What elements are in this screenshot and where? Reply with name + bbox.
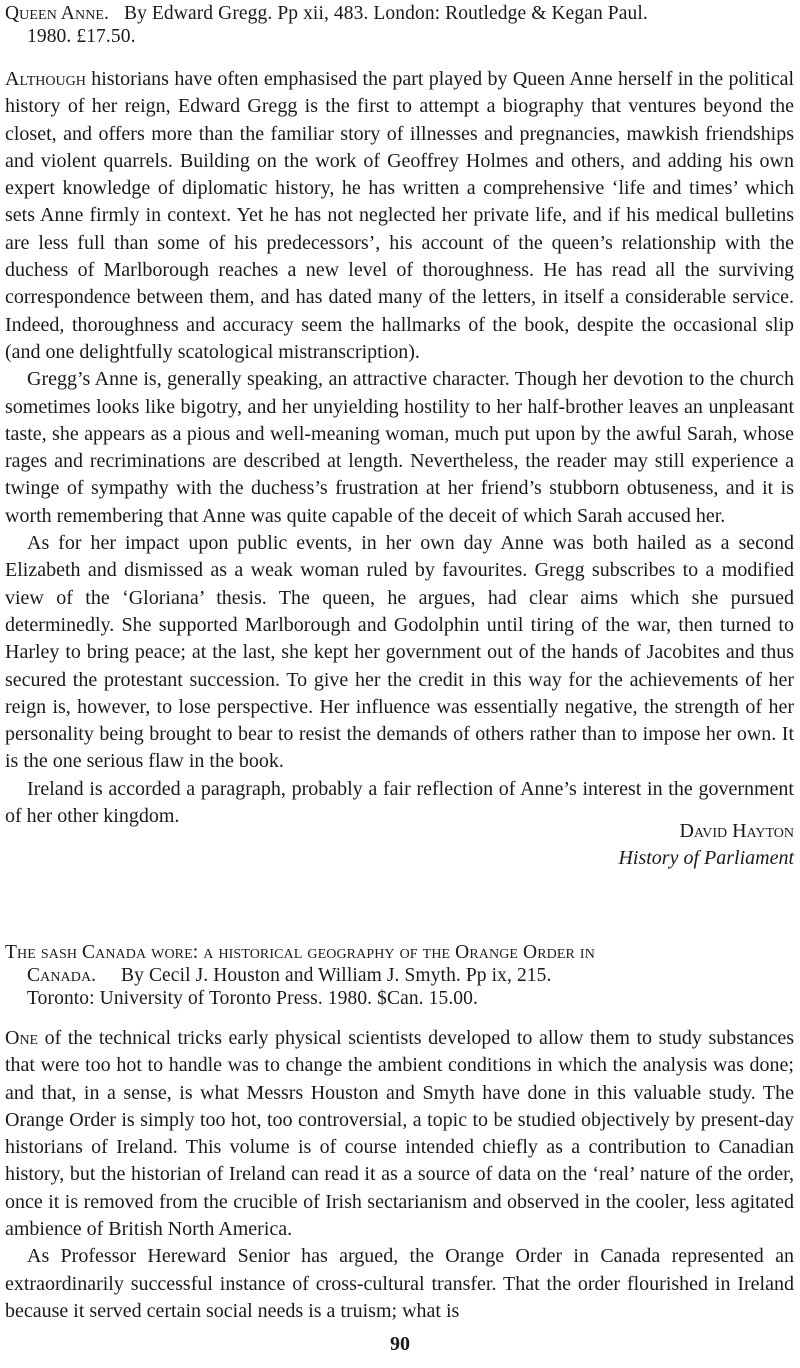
- review-2-citation-cont: Toronto: University of Toronto Press. 1980. $Can. 15.00.: [27, 988, 478, 1009]
- review-1-citation-cont: 1980. £17.50.: [27, 26, 136, 47]
- review-2-heading: [5, 941, 795, 1010]
- review-1-title: Queen Anne.: [5, 3, 110, 24]
- review-1-heading: [5, 2, 795, 48]
- review-1-citation: By Edward Gregg. Pp xii, 483. London: Routledge & Kegan Paul.: [123, 3, 648, 24]
- review-2-title: The sash Canada wore: a historical geography of the Orange Order in: [5, 942, 595, 963]
- page-number: 90: [390, 1333, 410, 1355]
- review-2-paragraph: One of the technical tricks early physical scientists developed to allow them to study substances that were too hot to handle was to change the ambient conditions in which the analysis was done; and that, in a sense, is what Messrs Houston and Smyth have done in this valuable study. The Orange Order is simply too hot, too controversial, a topic to be studied objectively by present-day historians of Ireland. This volume is of course intended chiefly as a contribution to Canadian history, but the historian of Ireland can read it as a source of data on the ‘real’ nature of the order, once it is removed from the crucible of Irish sectarianism and observed in the cooler, less agitated ambience of British North America.: [5, 1027, 794, 1241]
- review-2-body: [5, 1025, 794, 1325]
- reviewer-affiliation: History of Parliament: [618, 847, 794, 869]
- review-1-paragraph: Although historians have often emphasised the part played by Queen Anne herself in the political history of her reign, Edward Gregg is the first to attempt a biography that ventures beyond the closet, and offers more than the familiar story of illnesses and pregnancies, mawkish friendships and violent quarrels. Building on the work of Geoffrey Holmes and others, and adding his own expert knowledge of diplomatic history, he has written a comprehensive ‘life and times’ which sets Anne firmly in context. Yet he has not neglected her private life, and if his medical bulletins are less full than some of his predecessors’, his account of the queen’s relationship with the duchess of Marlborough reaches a new level of thoroughness. He has read all the surviving correspondence between them, and has dated many of the letters, in itself a considerable service. Indeed, thoroughness and accuracy seem the hallmarks of the book, despite the occasional slip (and one delightfully scatological mistranscription).: [5, 68, 794, 363]
- review-2-title-cont: Canada.: [27, 965, 97, 986]
- review-1-paragraph: As for her impact upon public events, in her own day Anne was both hailed as a second Elizabeth and dismissed as a weak woman ruled by favourites. Gregg subscribes to a modified view of the ‘Gloriana’ thesis. The queen, he argues, had clear aims which she pursued determinedly. She supported Marlborough and Godolphin until tiring of the war, then turned to Harley to bring peace; at the last, she kept her government out of the hands of Jacobites and thus secured the protestant succession. To give her the credit in this way for the achievements of her reign is, however, to lose perspective. Her influence was essentially negative, the strength of her personality being brought to bear to resist the demands of others rather than to impose her own. It is the one serious flaw in the book.: [5, 532, 794, 773]
- drop-lead-word: One: [5, 1027, 39, 1049]
- review-1-signature: [618, 818, 794, 872]
- review-2-citation: By Cecil J. Houston and William J. Smyth. Pp ix, 215.: [121, 965, 552, 986]
- review-1-paragraph: Ireland is accorded a paragraph, probably a fair reflection of Anne’s interest in the government of her other kingdom.: [5, 777, 794, 828]
- drop-lead-word: Although: [5, 68, 86, 90]
- review-1-body: [5, 66, 794, 830]
- reviewer-name: David Hayton: [679, 820, 794, 842]
- review-2-paragraph: As Professor Hereward Senior has argued, the Orange Order in Canada represented an extraordinarily successful instance of cross-cultural transfer. That the order flourished in Ireland because it served certain social needs is a truism; what is: [5, 1245, 794, 1322]
- review-1-paragraph: Gregg’s Anne is, generally speaking, an attractive character. Though her devotion to the church sometimes looks like bigotry, and her unyielding hostility to her half-brother leaves an unpleasant taste, she appears as a pious and well-meaning woman, much put upon by the awful Sarah, whose rages and recriminations are described at length. Nevertheless, the reader may still experience a twinge of sympathy with the duchess’s frustration at her friend’s stubborn obtuseness, and it is worth remembering that Anne was quite capable of the deceit of which Sarah accused her.: [5, 368, 794, 527]
